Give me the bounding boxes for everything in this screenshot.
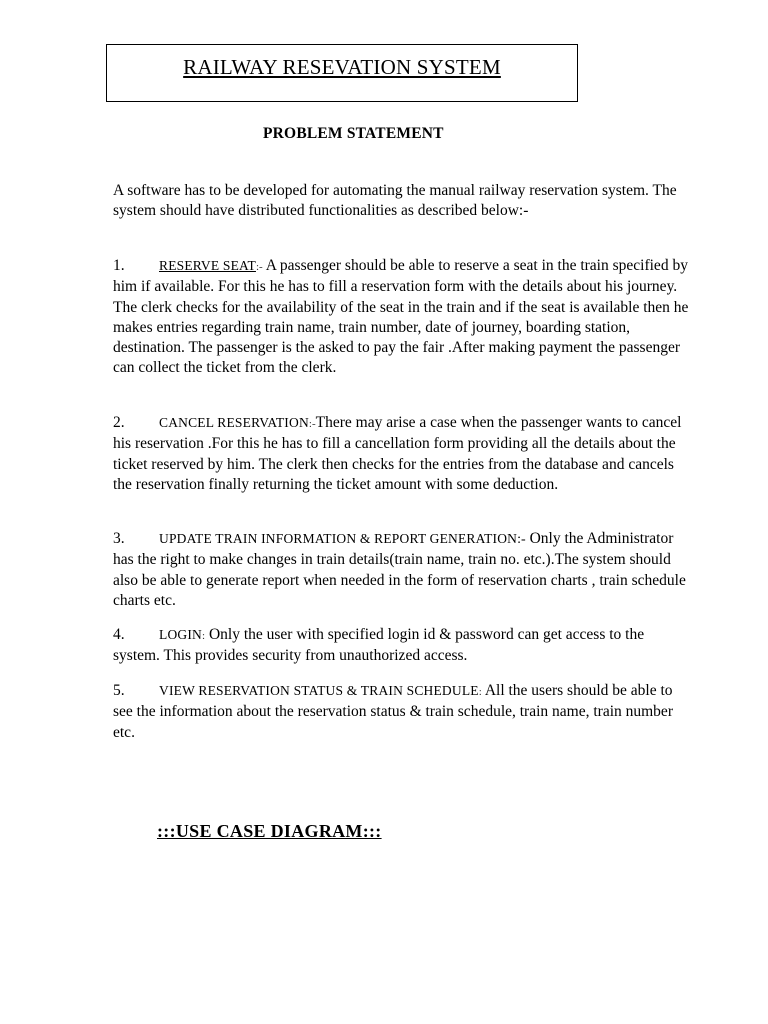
use-case-diagram-heading: :::USE CASE DIAGRAM:::	[157, 821, 382, 841]
item-number: 1.	[113, 257, 125, 274]
item-number: 2.	[113, 414, 125, 431]
item-heading: RESERVE SEAT	[159, 258, 256, 273]
item-heading: VIEW RESERVATION STATUS & TRAIN SCHEDULE	[159, 683, 479, 698]
item-reserve-seat	[113, 256, 693, 379]
item-login	[113, 625, 693, 667]
item-text: A passenger should be able to reserve a seat in the train specified by him if available. For this he has to fill a reservation form with the details about his journey. The clerk checks for the availability of the seat in the train and if the seat is available then he makes entries regarding train name, train number, date of journey, boarding station, destination. The passenger is the asked to pay the fair .After making payment the passenger can collect the ticket from the clerk.	[113, 257, 689, 377]
title-box	[106, 44, 578, 102]
item-number: 3.	[113, 530, 125, 547]
document-title: RAILWAY RESEVATION SYSTEM	[183, 55, 501, 79]
item-number: 4.	[113, 626, 125, 643]
item-cancel-reservation	[113, 413, 693, 495]
item-text: Only the Administrator has the right to make changes in train details(train name, train no. etc.).The system should also be able to generate report when needed in the form of reservation charts , train schedule charts etc.	[113, 530, 686, 609]
item-number: 5.	[113, 682, 125, 699]
item-text: All the users should be able to see the information about the reservation status & train schedule, train name, train number etc.	[113, 682, 673, 741]
item-heading: UPDATE TRAIN INFORMATION & REPORT GENERATION	[159, 531, 518, 546]
item-text: Only the user with specified login id & password can get access to the system. This provides security from unauthorized access.	[113, 626, 645, 665]
item-separator: :-	[517, 532, 526, 547]
item-heading: LOGIN	[159, 627, 202, 642]
item-separator: :	[202, 630, 206, 642]
item-text: There may arise a case when the passenger wants to cancel his reservation .For this he has to fill a cancellation form providing all the details about the ticket reserved by him. The clerk then checks for the entries from the database and cancels the reservation finally returning the ticket amount with some deduction.	[113, 414, 682, 493]
item-update-train-information	[113, 529, 693, 611]
item-separator: :-	[308, 418, 316, 430]
item-view-reservation-status	[113, 681, 693, 743]
problem-statement-heading: PROBLEM STATEMENT	[263, 125, 444, 142]
intro-paragraph: A software has to be developed for automating the manual railway reservation system. The system should have distributed functionalities as described below:-	[113, 182, 677, 220]
item-separator: :	[478, 686, 482, 698]
item-separator: :-	[255, 261, 263, 273]
item-heading: CANCEL RESERVATION	[159, 415, 309, 430]
